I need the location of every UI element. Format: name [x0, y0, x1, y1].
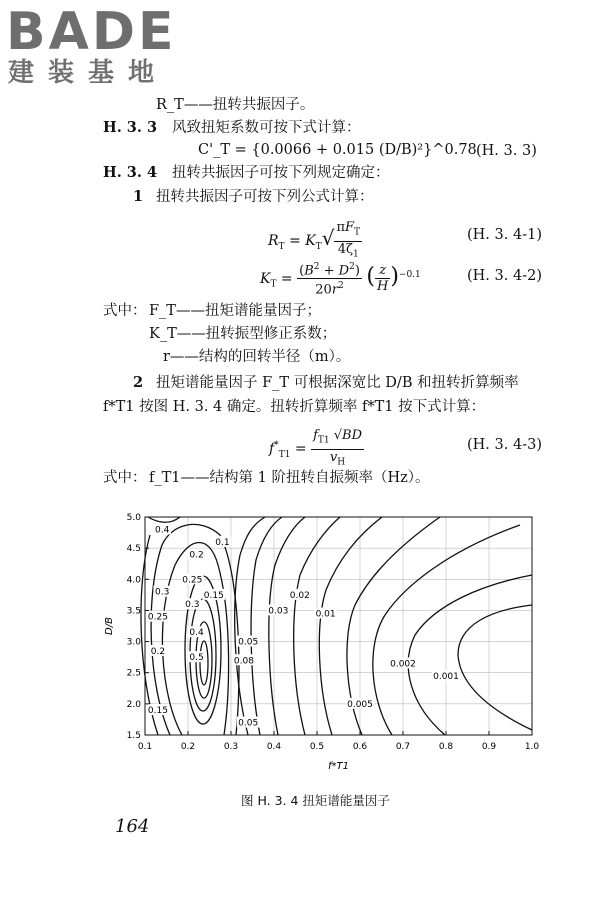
where1-label: 式中：	[103, 303, 147, 319]
contour-label: 0.001	[433, 671, 459, 682]
y-axis-label: D/B	[104, 617, 115, 635]
page-number: 164	[115, 816, 150, 837]
contour-0.001	[458, 605, 532, 730]
y-tick-label: 4.5	[126, 544, 141, 555]
site-logo: BADE	[6, 2, 177, 62]
x-tick-label: 1.0	[524, 742, 540, 752]
y-tick-label: 2.5	[126, 668, 141, 679]
x-axis-label: f*T1	[328, 761, 349, 772]
where1-ft: F_T——扭矩谱能量因子；	[149, 303, 321, 319]
contour-label: 0.4	[189, 628, 204, 639]
rt-definition: R_T——扭转共振因子。	[156, 97, 315, 113]
figure-caption: 图 H. 3. 4 扭矩谱能量因子	[241, 793, 390, 808]
item-2-text-b: f*T1 按图 H. 3. 4 确定。扭转折算频率 f*T1 按下式计算：	[103, 399, 486, 415]
where1-r: r——结构的回转半径（m）。	[163, 349, 351, 365]
contour-label: 0.25	[182, 575, 203, 586]
x-tick-label: 0.7	[395, 742, 411, 752]
contour-label: 0.5	[189, 653, 204, 664]
contour-0.005	[373, 525, 520, 735]
contour-label: 0.4	[155, 525, 170, 536]
x-tick-label: 0.1	[137, 742, 153, 752]
item-1-text: 扭转共振因子可按下列公式计算：	[156, 189, 374, 205]
x-tick-label: 0.6	[352, 742, 368, 752]
where2-label: 式中：	[103, 470, 147, 486]
item-2-number: 2	[133, 374, 144, 391]
formula-h341: $R_T = K_T√$ $\frac{\pi F_T}{4\zeta_1}$	[268, 220, 361, 260]
contour-label: 0.002	[390, 659, 416, 670]
contour-label: 0.08	[233, 656, 254, 667]
x-tick-label: 0.9	[481, 742, 497, 752]
y-tick-label: 2.0	[126, 699, 141, 710]
contour-label: 0.05	[238, 718, 259, 729]
contour-0.2	[162, 543, 228, 736]
item-2-text-a: 扭矩谱能量因子 F_T 可根据深宽比 D/B 和扭转折算频率	[156, 375, 519, 391]
contour-0.1	[235, 517, 265, 735]
x-tick-label: 0.3	[223, 742, 239, 752]
y-tick-label: 4.0	[126, 575, 141, 586]
x-tick-label: 0.5	[309, 742, 325, 752]
contour-label: 0.2	[189, 550, 204, 561]
contour-label: 0.1	[215, 537, 230, 548]
contour-label: 0.03	[268, 606, 289, 617]
contour-label: 0.3	[155, 587, 170, 598]
y-tick-label: 1.5	[126, 731, 141, 741]
y-tick-label: 3.0	[126, 637, 141, 648]
torque-spectrum-contour-chart	[100, 505, 550, 783]
contour-label: 0.15	[147, 706, 168, 717]
contour-label: 0.05	[238, 637, 259, 648]
x-tick-label: 0.8	[438, 742, 454, 752]
x-tick-label: 0.2	[180, 742, 196, 752]
formula-h343-tag: (H. 3. 4-3)	[467, 437, 542, 453]
contour-0.08	[251, 517, 282, 735]
x-tick-label: 0.4	[266, 742, 282, 752]
contour-label: 0.005	[347, 699, 373, 710]
item-1-number: 1	[133, 188, 144, 205]
contour-label: 0.2	[150, 646, 166, 657]
where2-ft1: f_T1——结构第 1 阶扭转自振频率（Hz）。	[149, 470, 430, 486]
y-tick-label: 3.5	[126, 606, 141, 617]
contour-label: 0.3	[185, 600, 200, 611]
contour-label: 0.25	[147, 612, 168, 623]
formula-h33-tag: (H. 3. 3)	[476, 143, 537, 159]
y-tick-label: 5.0	[126, 513, 141, 523]
contour-label: 0.15	[203, 590, 224, 601]
formula-h343: $f^*_{T1}$ = $\frac{f_{T1} √BD}{v_H}$	[269, 428, 363, 468]
contour-0.002	[408, 575, 532, 735]
contour-0.4-topleft	[148, 517, 180, 522]
contour-label: 0.02	[289, 590, 310, 601]
formula-h33: C'_T = {0.0066 + 0.015 (D/B)²}^0.78	[198, 142, 477, 158]
site-logo-subtitle: 建装基地	[8, 58, 169, 88]
section-h33-number: H. 3. 3	[103, 119, 158, 136]
formula-h341-tag: (H. 3. 4-1)	[467, 227, 542, 243]
section-h34-text: 扭转共振因子可按下列规定确定：	[172, 165, 390, 181]
section-h34-number: H. 3. 4	[103, 164, 158, 181]
formula-h342-tag: (H. 3. 4-2)	[467, 268, 542, 284]
formula-h342: $K_T$ = $\frac{(B^2 + D^2)}{20r^2}$ ( $\frac{z}{H}$ )$^{-0.1}$	[260, 262, 421, 298]
contour-label: 0.01	[315, 609, 336, 620]
where1-kt: K_T——扭转振型修正系数；	[149, 326, 337, 342]
section-h33-text: 风致扭矩系数可按下式计算：	[172, 120, 361, 136]
